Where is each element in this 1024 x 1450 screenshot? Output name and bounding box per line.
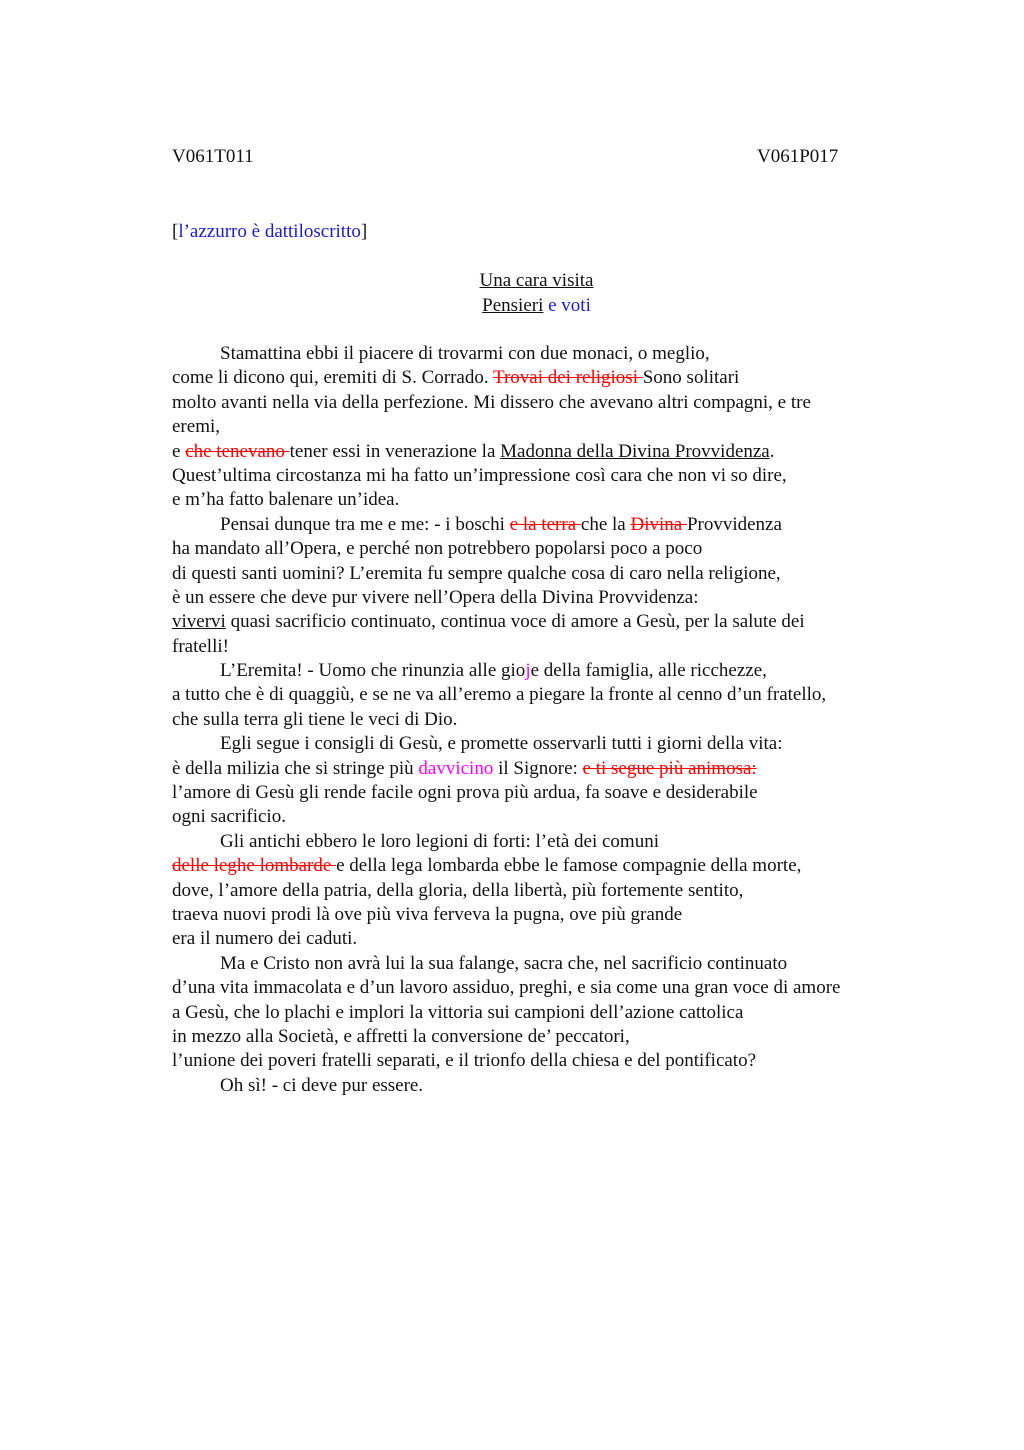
underlined-text: vivervi	[172, 611, 226, 633]
text-span: eremi,	[172, 416, 221, 438]
text-span: che la	[580, 513, 631, 535]
text-line	[172, 927, 912, 951]
text-line	[172, 1074, 912, 1098]
text-span: d’una vita immacolata e d’un lavoro assiduo, preghi, e sia come una gran voce di amore	[172, 977, 841, 999]
deleted-text: e la terra	[509, 513, 581, 535]
text-span: traeva nuovi prodi là ove più viva ferveva la pugna, ove più grande	[172, 903, 683, 925]
text-line	[172, 976, 912, 1000]
note-text: l’azzurro è dattiloscritto	[178, 221, 361, 242]
text-span: di questi santi uomini? L’eremita fu sempre qualche cosa di caro nella religione,	[172, 562, 781, 584]
text-span: era il numero dei caduti.	[172, 928, 358, 950]
text-line	[172, 488, 912, 512]
text-span: fratelli!	[172, 635, 229, 657]
subtitle-underlined: Pensieri	[482, 294, 544, 316]
text-span: Stamattina ebbi il piacere di trovarmi con due monaci, o meglio,	[220, 343, 710, 364]
text-line	[172, 464, 912, 488]
text-span: molto avanti nella via della perfezione. Mi dissero che avevano altri compagni, e tre	[172, 391, 811, 413]
text-span: dove, l’amore della patria, della gloria, della libertà, più fortemente sentito,	[172, 879, 744, 901]
text-span: ha mandato all’Opera, e perché non potrebbero popolarsi poco a poco	[172, 538, 703, 560]
text-span: l’amore di Gesù gli rende facile ogni prova più ardua, fa soave e desiderabile	[172, 782, 758, 804]
text-span: e m’ha fatto balenare un’idea.	[172, 489, 400, 511]
text-line	[172, 610, 912, 634]
text-line	[172, 1049, 912, 1073]
text-span: e della famiglia, alle ricchezze,	[530, 660, 767, 682]
text-span: quasi sacrificio continuato, continua voce di amore a Gesù, per la salute dei	[225, 611, 805, 633]
underlined-text: Madonna della Divina Provvidenza	[500, 440, 770, 462]
text-span: e	[172, 440, 186, 462]
text-line	[172, 586, 912, 610]
text-line	[172, 562, 912, 586]
text-line	[172, 366, 912, 390]
text-line	[172, 952, 912, 976]
text-span: a Gesù, che lo plachi e implori la vittoria sui campioni dell’azione cattolica	[172, 1001, 744, 1023]
text-line	[172, 342, 912, 366]
text-line	[172, 537, 912, 561]
text-span: Oh sì! - ci deve pur essere.	[220, 1074, 424, 1096]
page-title: Una cara visita	[479, 270, 594, 291]
text-span: Quest’ultima circostanza mi ha fatto un’impressione così cara che non vi so dire,	[172, 464, 787, 486]
text-span: Gli antichi ebbero le loro legioni di forti: l’età dei comuni	[220, 830, 659, 852]
deleted-text: Trovai dei religiosi	[493, 367, 643, 389]
text-line	[172, 903, 912, 927]
deleted-text: e ti segue più animosa:	[582, 757, 757, 779]
text-line	[172, 732, 912, 756]
text-span: che sulla terra gli tiene le veci di Dio.	[172, 708, 458, 730]
note-bracket-open: [	[172, 221, 179, 242]
text-span: Pensai dunque tra me e me: - i boschi	[220, 513, 510, 535]
text-line	[172, 830, 912, 854]
text-line	[172, 1025, 912, 1049]
text-line	[172, 854, 912, 878]
text-span: Egli segue i consigli di Gesù, e promette osservarli tutti i giorni della vita:	[220, 733, 783, 755]
text-line	[172, 781, 912, 805]
document-code-left: V061T011	[172, 146, 254, 167]
deleted-text: delle leghe lombarde	[172, 855, 337, 877]
text-line	[172, 683, 912, 707]
text-line	[172, 415, 912, 439]
text-line	[172, 879, 912, 903]
text-span: .	[769, 440, 775, 462]
text-span: Provvidenza	[686, 513, 782, 535]
text-span: e della lega lombarda ebbe le famose compagnie della morte,	[336, 855, 802, 877]
text-span: L’Eremita! - Uomo che rinunzia alle gio	[220, 660, 526, 682]
text-span: il Signore:	[493, 757, 583, 779]
text-line	[172, 805, 912, 829]
text-line	[172, 513, 912, 537]
page-code-right: V061P017	[757, 146, 839, 167]
text-line	[172, 391, 912, 415]
text-span: Ma e Cristo non avrà lui la sua falange, sacra che, nel sacrificio continuato	[220, 952, 788, 974]
text-line	[172, 1001, 912, 1025]
text-span: Sono solitari	[642, 367, 740, 389]
text-line	[172, 708, 912, 732]
text-span: tener essi in venerazione la	[289, 440, 501, 462]
text-line	[172, 635, 912, 659]
text-line	[172, 440, 912, 464]
subtitle-typed: e voti	[543, 294, 591, 316]
text-span: ogni sacrificio.	[172, 806, 286, 828]
text-span: è un essere che deve pur vivere nell’Opera della Divina Provvidenza:	[172, 586, 699, 608]
text-span: a tutto che è di quaggiù, e se ne va all’eremo a piegare la fronte al cenno d’un fratello,	[172, 684, 827, 706]
text-span: in mezzo alla Società, e affretti la conversione de’ peccatori,	[172, 1025, 630, 1047]
transcription-note	[172, 220, 367, 244]
corrected-text: davvicino	[418, 757, 494, 779]
text-span: come li dicono qui, eremiti di S. Corrado.	[172, 367, 494, 389]
corrected-text: j	[525, 660, 531, 682]
deleted-text: Divina	[630, 513, 687, 535]
text-span: l’unione dei poveri fratelli separati, e il trionfo della chiesa e del pontificato?	[172, 1050, 757, 1072]
body-text	[172, 342, 912, 1098]
deleted-text: che tenevano	[185, 440, 290, 462]
title-block	[0, 269, 1024, 318]
text-line	[172, 757, 912, 781]
text-span: è della milizia che si stringe più	[172, 757, 419, 779]
text-line	[172, 659, 912, 683]
note-bracket-close: ]	[360, 221, 368, 242]
